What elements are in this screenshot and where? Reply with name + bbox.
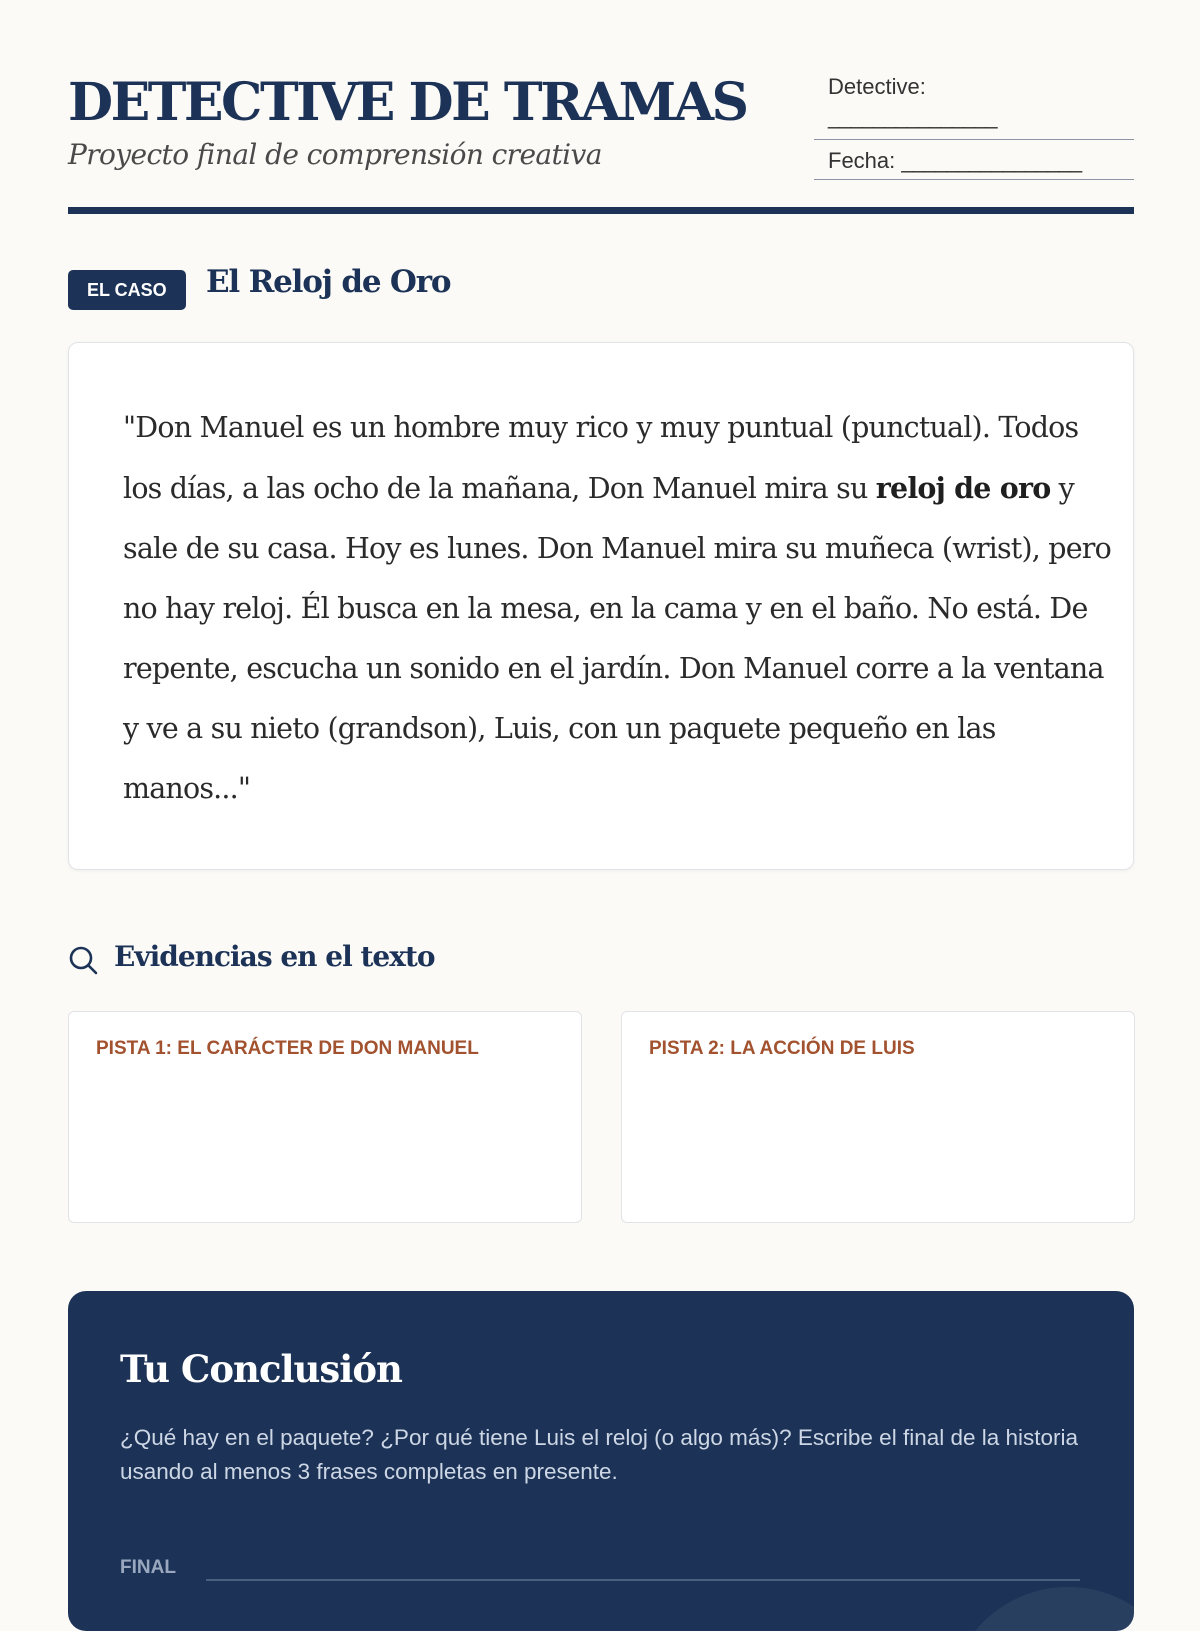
clue-box-1[interactable] [68, 1011, 582, 1223]
fecha-label: Fecha: [828, 148, 896, 173]
evidence-heading: Evidencias en el texto [114, 940, 435, 973]
page-header [68, 64, 1134, 214]
detective-blank: _______________ [828, 104, 997, 129]
story-card [68, 342, 1134, 870]
story-text-end: y sale de su casa. Hoy es lunes. Don Manuel mira su muñeca (wrist), pero no hay reloj. Él busca en la mesa, en la cama y en el baño. No está. De repente, escucha un sonido en el jardín. Don Manuel corre a la ventana y ve a su nieto (grandson), Luis, con un paquete pequeño en las manos..." [123, 472, 1111, 805]
conclusion-panel [68, 1291, 1134, 1631]
clue-label-1: PISTA 1: EL CARÁCTER DE DON MANUEL [96, 1038, 479, 1059]
search-icon [68, 945, 98, 975]
clue-box-2[interactable] [621, 1011, 1135, 1223]
final-label: FINAL [120, 1557, 176, 1578]
page-subtitle: Proyecto final de comprensión creativa [68, 138, 602, 171]
story-text [123, 398, 1113, 819]
case-header [68, 264, 451, 310]
clue-label-2: PISTA 2: LA ACCIÓN DE LUIS [649, 1038, 915, 1059]
fecha-blank: ________________ [901, 148, 1082, 173]
story-highlight: reloj de oro [875, 471, 1051, 505]
page-title: DETECTIVE DE TRAMAS [68, 72, 747, 133]
final-answer-line[interactable] [206, 1579, 1080, 1581]
story-text-start: "Don Manuel es un hombre muy rico y muy puntual (punctual). Todos los días, a las ocho de la mañana, Don Manuel mira su [123, 411, 1079, 505]
decorative-circle [948, 1587, 1134, 1631]
fecha-field[interactable] [814, 144, 1134, 180]
case-title: El Reloj de Oro [206, 264, 451, 300]
detective-field[interactable] [814, 72, 1134, 140]
conclusion-prompt: ¿Qué hay en el paquete? ¿Por qué tiene Luis el reloj (o algo más)? Escribe el final de la historia usando al menos 3 frases completas en presente. [120, 1425, 1079, 1484]
case-badge: EL CASO [68, 270, 186, 310]
conclusion-title: Tu Conclusión [120, 1347, 402, 1391]
detective-label: Detective: [828, 74, 926, 99]
